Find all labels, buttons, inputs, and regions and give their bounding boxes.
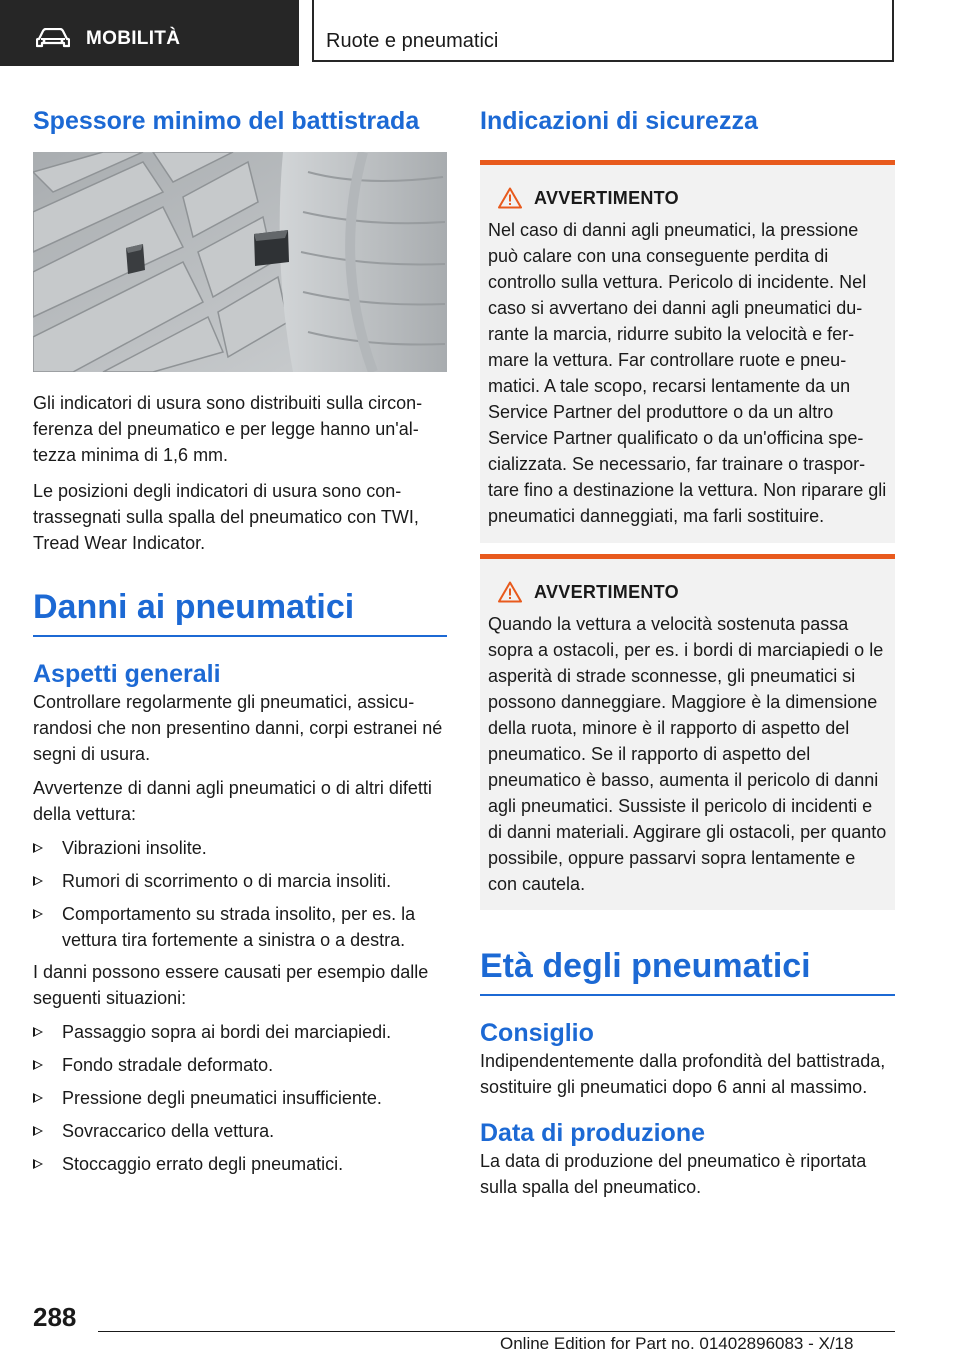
warning-title — [498, 581, 887, 603]
chapter-box — [312, 0, 894, 62]
page-number: 288 — [33, 1302, 77, 1332]
list-item: Comportamento su strada insolito, per es. la vettura tira fortemente a sinistra o a destra. — [33, 901, 447, 953]
bullet-triangle-icon — [33, 1093, 43, 1103]
list-item: Passaggio sopra ai bordi dei marciapiedi. — [33, 1019, 447, 1045]
production-paragraph: La data di produzione del pneumatico è riportata sulla spalla del pneumatico. — [480, 1151, 867, 1197]
tread-paragraph-1: Gli indicatori di usura sono distribuiti sulla circonferenza del pneumatico e per legge hanno un'altezza minima di 1,6 mm. — [33, 393, 423, 465]
section-label: MOBILITÀ — [86, 28, 181, 49]
causes-paragraph: I danni possono essere causati per esempio dalle seguenti situazioni: — [33, 962, 429, 1008]
warning-label: AVVERTIMENTO — [534, 581, 679, 602]
tire-tread-wear-indicator-image — [33, 152, 447, 372]
bullet-triangle-icon — [33, 1126, 43, 1136]
warning-triangle-icon — [498, 581, 522, 603]
list-item: Vibrazioni insolite. — [33, 835, 447, 861]
general-paragraph-1: Controllare regolarmente gli pneumatici, assicurandosi che non presentino danni, corpi estranei né segni di usura. — [33, 692, 443, 764]
damage-signs-list — [33, 835, 447, 953]
warning-label: AVVERTIMENTO — [534, 187, 679, 208]
chapter-title: Ruote e pneumatici — [326, 30, 499, 52]
warning-box-1 — [480, 160, 895, 543]
bullet-triangle-icon — [33, 1159, 43, 1169]
tire-age-heading: Età degli pneumatici — [480, 946, 895, 996]
bullet-triangle-icon — [33, 843, 43, 853]
edition-note: Online Edition for Part no. 01402896083 - X/18 — [500, 1334, 854, 1353]
list-item: Stoccaggio errato degli pneumatici. — [33, 1151, 447, 1177]
advice-paragraph: Indipendentemente dalla profondità del battistrada, sostituire gli pneumatici dopo 6 anni al massimo. — [480, 1051, 886, 1097]
tire-damage-heading: Danni ai pneumatici — [33, 587, 447, 637]
warning-title — [498, 187, 887, 209]
advice-heading: Consiglio — [480, 1019, 594, 1047]
warning-box-2 — [480, 554, 895, 910]
page-header — [0, 0, 960, 66]
warning-triangle-icon — [498, 187, 522, 209]
safety-heading: Indicazioni di sicurezza — [480, 107, 758, 135]
bullet-triangle-icon — [33, 1060, 43, 1070]
footer-rule — [98, 1331, 895, 1332]
production-date-heading: Data di produzione — [480, 1119, 705, 1147]
warning-text-2: Quando la vettura a velocità sostenuta passa sopra a ostacoli, per es. i bordi di marciapiedi o le asperità di strade sconnesse, gli pneumatici si possono danneggiare. Maggiore è la dimensione della ruota, minore è il rapporto di aspetto del pneumatico. Se il rapporto di aspetto del pneumatico è basso, aumenta il pericolo di danni agli pneumatici. Sussiste il pericolo di incidenti e di danni materiali. Aggirare gli ostacoli, per quanto possibile, oppure passarvi sopra lentamente e con cautela. — [488, 614, 887, 894]
right-column — [480, 90, 895, 1200]
general-paragraph-2: Avvertenze di danni agli pneumatici o di altri difetti della vettura: — [33, 778, 432, 824]
page-footer — [0, 1290, 960, 1362]
damage-causes-list — [33, 1019, 447, 1177]
list-item: Sovraccarico della vettura. — [33, 1118, 447, 1144]
car-icon — [36, 28, 70, 48]
general-aspects-heading: Aspetti generali — [33, 660, 221, 688]
section-tab — [0, 0, 299, 66]
left-column — [33, 90, 447, 1177]
bullet-triangle-icon — [33, 1027, 43, 1037]
list-item: Fondo stradale deformato. — [33, 1052, 447, 1078]
bullet-triangle-icon — [33, 909, 43, 919]
list-item: Pressione degli pneumatici insufficiente. — [33, 1085, 447, 1111]
bullet-triangle-icon — [33, 876, 43, 886]
list-item: Rumori di scorrimento o di marcia insoliti. — [33, 868, 447, 894]
tread-paragraph-2: Le posizioni degli indicatori di usura sono contrassegnati sulla spalla del pneumatico con TWI, Tread Wear Indicator. — [33, 481, 419, 553]
warning-text-1: Nel caso di danni agli pneumatici, la pressione può calare con una conseguente perdita di controllo sulla vettura. Pericolo di incidente. Nel caso si avvertano dei danni agli pneumatici durante la marcia, ridurre subito la velocità e fermare la vettura. Far controllare ruote e pneumatici. A tale scopo, recarsi lentamente da un Service Partner del produttore o da un altro Service Partner qualificato o da un'officina specializzata. Se necessario, far trainare o trasportare fino a destinazione la vettura. Non riparare gli pneumatici danneggiati, ma farli sostituire. — [488, 220, 887, 526]
tread-depth-heading: Spessore minimo del battistrada — [33, 107, 420, 135]
